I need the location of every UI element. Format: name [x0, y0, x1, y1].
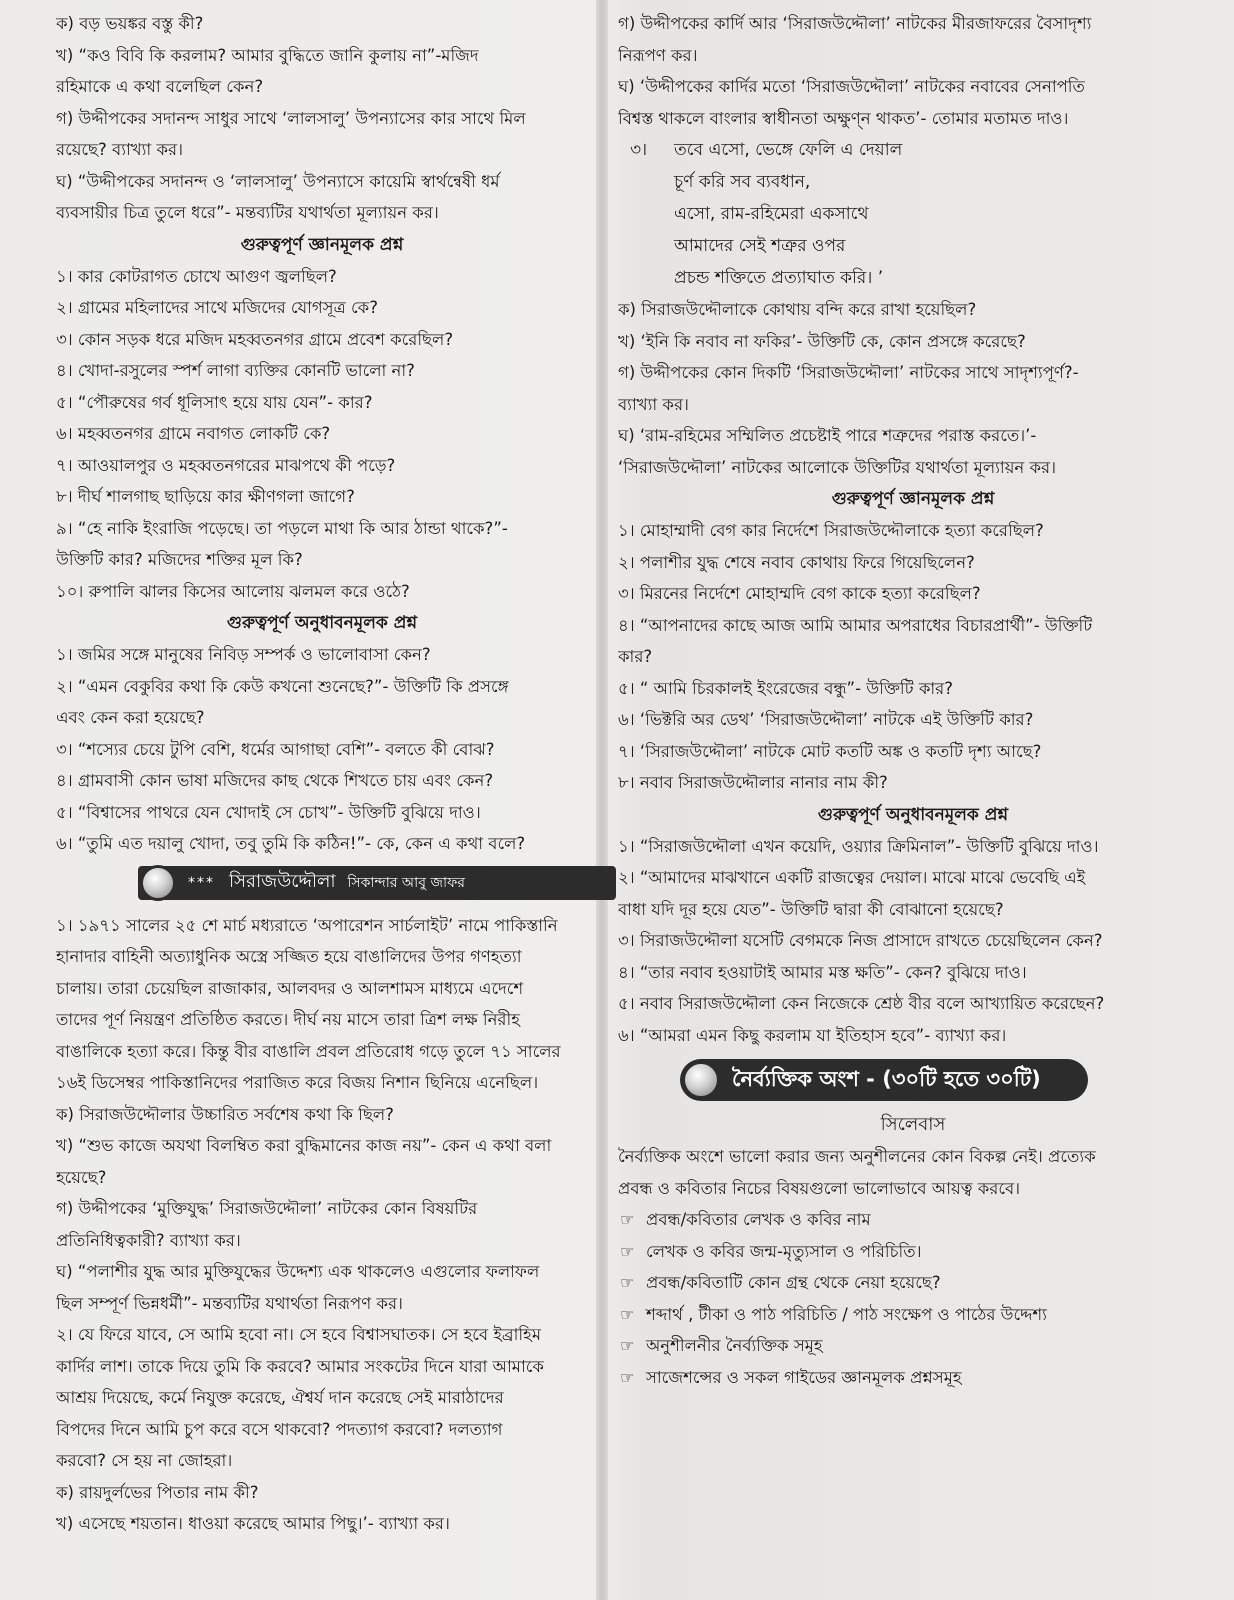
list-item [618, 1267, 1208, 1299]
creative-question-continued [618, 8, 1208, 134]
poem-text: তবে এসো, ভেঙ্গে ফেলি এ দেয়াল [674, 140, 903, 160]
chapter-title: সিরাজউদ্দৌলা [229, 871, 336, 892]
question-item: ৫। “ আমি চিরকালই ইংরেজের বন্ধু”- উক্তিটি কার? [618, 678, 953, 698]
poem-questions [618, 294, 1208, 483]
text-line: খ) “শুভ কাজে অযথা বিলম্বিত করা বুদ্ধিমানের কাজ নয়”- কেন এ কথা বলা [56, 1136, 552, 1155]
list-item-text: প্রবন্ধ/কবিতাটি কোন গ্রন্থ থেকে নেয়া হয়েছে? [646, 1273, 941, 1292]
lalsalu-questions [56, 8, 588, 229]
question-item: ৮। দীর্ঘ শালগাছ ছাড়িয়ে কার ক্ষীণগলা জাগে? [56, 487, 355, 506]
question-item: ৪। গ্রামবাসী কোন ভাষা মজিদের কাছ থেকে শিখতে চায় এবং কেন? [56, 771, 494, 790]
question-item: ৬। “তুমি এত দয়ালু খোদা, তবু তুমি কি কঠিন!”- কে, কেন এ কথা বলে? [56, 834, 526, 853]
right-column [618, 8, 1208, 1393]
text-line: চালায়। তারা চেয়েছিল রাজাকার, আলবদর ও আলশামস মাধ্যমে এদেশে [56, 978, 524, 998]
question-item: ৮। নবাব সিরাজউদ্দৌলার নানার নাম কী? [618, 773, 888, 792]
sirajuddaula-creative-questions [56, 910, 588, 1540]
question-item: ৪। “আপনাদের কাছে আজ আমি আমার অপরাধের বিচারপ্রার্থী”- উক্তিটি [618, 615, 1093, 635]
question-item: ১। মোহাম্মাদী বেগ কার নির্দেশে সিরাজউদ্দৌলাকে হত্যা করেছিল? [618, 521, 1044, 540]
text-line: ব্যাখ্যা কর। [618, 394, 689, 414]
list-item [618, 1236, 1208, 1268]
text-line: বাঙালিকে হত্যা করে। কিন্তু বীর বাঙালি প্রবল প্রতিরোধ গড়ে তুলে ৭১ সালের [56, 1041, 561, 1061]
question-item: ৫। “বিশ্বাসের পাথরে যেন খোদাই সে চোখ”- উক্তিটি বুঝিয়ে দাও। [56, 802, 481, 822]
section-heading-knowledge: গুরুত্বপূর্ণ জ্ঞানমূলক প্রশ্ন [831, 489, 995, 509]
knowledge-questions [618, 515, 1208, 799]
text-line: ‘সিরাজউদ্দৌলা’ নাটকের আলোকে উক্তিটির যথার্থতা মূল্যায়ন কর। [618, 457, 1057, 477]
section-heading-comprehension: গুরুত্বপূর্ণ অনুধাবনমূলক প্রশ্ন [226, 613, 418, 633]
text-line: বিশ্বস্ত থাকলে বাংলার স্বাধীনতা অক্ষুণ্ন থাকত’- তোমার মতামত দাও। [618, 108, 1069, 128]
text-line: ক) সিরাজউদ্দৌলার উচ্চারিত সর্বশেষ কথা কি ছিল? [56, 1104, 394, 1124]
text-line: নৈর্ব্যক্তিক অংশে ভালো করার জন্য অনুশীলনের কোন বিকল্প নেই। প্রত্যেক [618, 1147, 1096, 1166]
text-line: গ) উদ্দীপকের ‘মুক্তিযুদ্ধ’ সিরাজউদ্দৌলা’ নাটকের কোন বিষয়টির [56, 1199, 478, 1218]
question-item: ২। গ্রামের মহিলাদের সাথে মজিদের যোগসূত্র কে? [56, 298, 378, 317]
text-line: গ) উদ্দীপকের সদানন্দ সাধুর সাথে ‘লালসালু’ উপন্যাসের কার সাথে মিল [56, 108, 526, 128]
pointing-hand-icon: ☞ [620, 1241, 635, 1261]
syllabus-list [618, 1204, 1208, 1393]
question-item: ২। “এমন বেকুবির কথা কি কেউ কখনো শুনেছে?”- উক্তিটি কি প্রসঙ্গে [56, 676, 509, 696]
question-item: কার? [618, 647, 653, 666]
text-line: গ) উদ্দীপকের কার্দি আর ‘সিরাজউদ্দৌলা’ নাটকের মীরজাফরের বৈসাদৃশ্য [618, 14, 1092, 33]
page-gutter [596, 0, 608, 1600]
stars-decoration: *** [188, 875, 215, 891]
text-line: কার্দির লাশ। তাকে দিয়ে তুমি কি করবে? আমার সংকটের দিনে যারা আমাকে [56, 1356, 544, 1376]
list-item-text: অনুশীলনীর নৈর্ব্যক্তিক সমূহ [646, 1336, 823, 1355]
question-item: ৫। নবাব সিরাজউদ্দৌলা কেন নিজেকে শ্রেষ্ঠ বীর বলে আখ্যায়িত করেছেন? [618, 994, 1105, 1013]
text-line: খ) ‘ইনি কি নবাব না ফকির’- উক্তিটি কে, কোন প্রসঙ্গে করেছে? [618, 331, 1026, 351]
text-line: ক) রায়দুর্লভের পিতার নাম কী? [56, 1482, 259, 1502]
banner-title: নৈর্ব্যক্তিক অংশ - (৩০টি হতে ৩০টি) [732, 1066, 1041, 1091]
text-line: ১৬ই ডিসেম্বর পাকিস্তানিদের পরাজিত করে বিজয় নিশান ছিনিয়ে এনেছিল। [56, 1073, 539, 1092]
text-line: রহিমাকে এ কথা বলেছিল কেন? [56, 77, 264, 96]
text-line: ঘ) “পলাশীর যুদ্ধ আর মুক্তিযুদ্ধের উদ্দেশ্য এক থাকলেও এগুলোর ফলাফল [56, 1262, 540, 1281]
question-item: ৭। আওয়ালপুর ও মহব্বতনগরের মাঝপথে কী পড়ে? [56, 455, 396, 475]
list-item-text: প্রবন্ধ/কবিতার লেখক ও কবির নাম [646, 1210, 871, 1229]
question-item: ১। কার কোটরাগত চোখে আগুণ জ্বলছিল? [56, 266, 337, 286]
text-line: খ) “কও বিবি কি করলাম? আমার বুদ্ধিতে জানি কুলায় না”-মজিদ [56, 45, 479, 65]
pointing-hand-icon: ☞ [620, 1367, 635, 1387]
question-item: ৫। “পৌরুষের গর্ব ধূলিসাৎ হয়ে যায় যেন”- কার? [56, 392, 373, 412]
mcq-section-banner [618, 1057, 1208, 1103]
poem-line: আমাদের সেই শত্রুর ওপর [674, 236, 846, 256]
pointing-hand-icon: ☞ [620, 1210, 635, 1229]
text-line: প্রবন্ধ ও কবিতার নিচের বিষয়গুলো ভালোভাবে আয়ত্ব করবে। [618, 1178, 1021, 1198]
text-line: ঘ) “উদ্দীপকের সদানন্দ ও ‘লালসালু’ উপন্যাসে কায়েমি স্বার্থন্বেষী ধর্ম [56, 171, 500, 191]
circle-bullet-icon [682, 1061, 720, 1099]
section-heading-knowledge: গুরুত্বপূর্ণ জ্ঞানমূলক প্রশ্ন [240, 234, 404, 255]
question-item: ৪। “তার নবাব হওয়াটাই আমার মস্ত ক্ষতি”- কেন? বুঝিয়ে দাও। [618, 962, 1027, 982]
text-line: নিরূপণ কর। [618, 45, 698, 65]
question-item: ৪। খোদা-রসুলের স্পর্শ লাগা ব্যক্তির কোনটি ভালো না? [56, 361, 415, 380]
pointing-hand-icon: ☞ [620, 1304, 635, 1324]
text-line: ঘ) ‘উদ্দীপকের কার্দির মতো ‘সিরাজউদ্দৌলা’ নাটকের নবাবের সেনাপতি [618, 77, 1085, 96]
left-column [56, 8, 588, 1540]
banner-text [188, 867, 465, 898]
question-item: ২। “আমাদের মাঝখানে একটি রাজত্বের দেয়াল। মাঝে মাঝে ভেবেছি এই [618, 868, 1086, 887]
list-item [618, 1362, 1208, 1394]
list-item [618, 1204, 1208, 1236]
question-item: বাধা যদি দূর হয়ে যেত”- উক্তিটি দ্বারা কী বোঝানো হয়েছে? [618, 899, 1004, 919]
pointing-hand-icon: ☞ [620, 1336, 635, 1355]
text-line: তাদের পূর্ণ নিয়ন্ত্রণ প্রতিষ্ঠিত করতে। দীর্ঘ নয় মাসে তারা ত্রিশ লক্ষ নিরীহ [56, 1010, 520, 1029]
syllabus-heading: সিলেবাস [880, 1114, 946, 1135]
list-item-text: শব্দার্থ , টীকা ও পাঠ পরিচিতি / পাঠ সংক্ষেপ ও পাঠের উদ্দেশ্য [646, 1304, 1047, 1324]
poem-stimulus [618, 134, 1208, 294]
question-item: ৬। মহব্বতনগর গ্রামে নবাগত লোকটি কে? [56, 424, 331, 443]
text-line: হানাদার বাহিনী অত্যাধুনিক অস্ত্রে সজ্জিত হয়ে বাঙালিদের উপর গণহত্যা [56, 947, 522, 966]
question-item: উক্তিটি কার? মজিদের শক্তির মূল কি? [56, 550, 303, 569]
question-item: ৩। কোন সড়ক ধরে মজিদ মহব্বতনগর গ্রামে প্রবেশ করেছিল? [56, 329, 454, 349]
comprehension-questions [618, 831, 1208, 1052]
text-line: ১। ১৯৭১ সালের ২৫ শে মার্চ মধ্যরাতে ‘অপারেশন সার্চলাইট’ নামে পাকিস্তানি [56, 915, 558, 935]
text-line: ছিল সম্পূর্ণ ভিন্নধর্মী”- মন্তব্যটির যথার্থতা নিরূপণ কর। [56, 1293, 403, 1313]
text-line: রয়েছে? ব্যাখ্যা কর। [56, 140, 183, 159]
poem-number: ৩। [630, 140, 648, 160]
question-item: ২। পলাশীর যুদ্ধ শেষে নবাব কোথায় ফিরে গিয়েছিলেন? [618, 552, 975, 572]
circle-bullet-icon [140, 865, 176, 901]
question-item: ৬। ‘ভিক্টরি অর ডেথ’ ‘সিরাজউদ্দৌলা’ নাটকে এই উক্তিটি কার? [618, 710, 1034, 729]
text-line: বিপদের দিনে আমি চুপ করে বসে থাকবো? পদত্যাগ করবো? দলত্যাগ [56, 1419, 503, 1439]
knowledge-questions [56, 261, 588, 608]
text-line: হয়েছে? [56, 1167, 107, 1187]
pointing-hand-icon: ☞ [620, 1273, 635, 1292]
text-line: ঘ) ‘রাম-রহিমের সম্মিলিত প্রচেষ্টাই পারে শত্রুদের পরাস্ত করতে।’- [618, 426, 1037, 445]
text-line: গ) উদ্দীপকের কোন দিকটি ‘সিরাজউদ্দৌলা’ নাটকের সাথে সাদৃশ্যপূর্ণ?- [618, 363, 1079, 382]
poem-line: এসো, রাম-রহিমেরা একসাথে [674, 204, 869, 224]
poem-line: প্রচন্ড শক্তিতে প্রত্যাঘাত করি। ’ [674, 268, 884, 288]
chapter-author: সিকান্দার আবু জাফর [347, 875, 466, 891]
question-item: ৩। মিরনের নির্দেশে মোহাম্মদি বেগ কাকে হত্যা করেছিল? [618, 584, 981, 603]
question-item: ৩। সিরাজউদ্দৌলা যসেটি বেগমকে নিজ প্রাসাদে রাখতে চেয়েছিলেন কেন? [618, 931, 1103, 950]
list-item-text: লেখক ও কবির জন্ম-মৃত্যুসাল ও পরিচিতি। [646, 1241, 922, 1261]
comprehension-questions [56, 639, 588, 860]
question-item: ৯। “হে নাকি ইংরাজি পড়েছে। তা পড়লে মাথা কি আর ঠান্ডা থাকে?”- [56, 518, 508, 538]
question-item: ১। “সিরাজউদ্দৌলা এখন কয়েদি, ওয়্যার ক্রিমিনাল”- উক্তিটি বুঝিয়ে দাও। [618, 836, 1099, 856]
question-item: ১০। রুপালি ঝালর কিসের আলোয় ঝলমল করে ওঠে? [56, 581, 410, 601]
text-line: ২। যে ফিরে যাবে, সে আমি হবো না। সে হবে বিশ্বাসঘাতক। সে হবে ইব্রাহিম [56, 1325, 541, 1344]
question-item: ১। জমির সঙ্গে মানুষের নিবিড় সম্পর্ক ও ভালোবাসা কেন? [56, 645, 431, 664]
text-line: করবো? সে হয় না জোহরা। [56, 1451, 233, 1470]
poem-line [618, 134, 1208, 166]
list-item [618, 1330, 1208, 1362]
text-line: আশ্রয় দিয়েছে, কর্মে নিযুক্ত করেছে, ঐশ্বর্য দান করেছে সেই মারাঠাদের [56, 1388, 504, 1407]
text-line: ক) বড় ভয়ঙ্কর বস্তু কী? [56, 14, 204, 33]
list-item [618, 1299, 1208, 1331]
question-item: এবং কেন করা হয়েছে? [56, 708, 205, 727]
list-item-text: সাজেশন্সের ও সকল গাইডের জ্ঞানমূলক প্রশ্নসমূহ [646, 1367, 962, 1387]
chapter-banner [56, 864, 588, 902]
text-line: ব্যবসায়ীর চিত্র তুলে ধরে”- মন্তব্যটির যথার্থতা মূল্যায়ন কর। [56, 203, 439, 222]
text-line: প্রতিনিধিত্বকারী? ব্যাখ্যা কর। [56, 1230, 241, 1250]
text-line: ক) সিরাজউদ্দৌলাকে কোথায় বন্দি করে রাখা হয়েছিল? [618, 300, 977, 319]
question-item: ৬। “আমরা এমন কিছু করলাম যা ইতিহাস হবে”- ব্যাখ্যা কর। [618, 1025, 1007, 1045]
section-heading-comprehension: গুরুত্বপূর্ণ অনুধাবনমূলক প্রশ্ন [817, 804, 1009, 825]
text-line: খ) এসেছে শয়তান। ধাওয়া করেছে আমার পিছু।’- ব্যাখ্যা কর। [56, 1514, 450, 1533]
poem-line: চূর্ণ করি সব ব্যবধান, [674, 172, 811, 192]
question-item: ৩। “শস্যের চেয়ে টুপি বেশি, ধর্মের আগাছা বেশি”- বলতে কী বোঝ? [56, 739, 495, 759]
question-item: ৭। ‘সিরাজউদ্দৌলা’ নাটকে মোট কতটি অঙ্ক ও কতটি দৃশ্য আছে? [618, 741, 1042, 761]
